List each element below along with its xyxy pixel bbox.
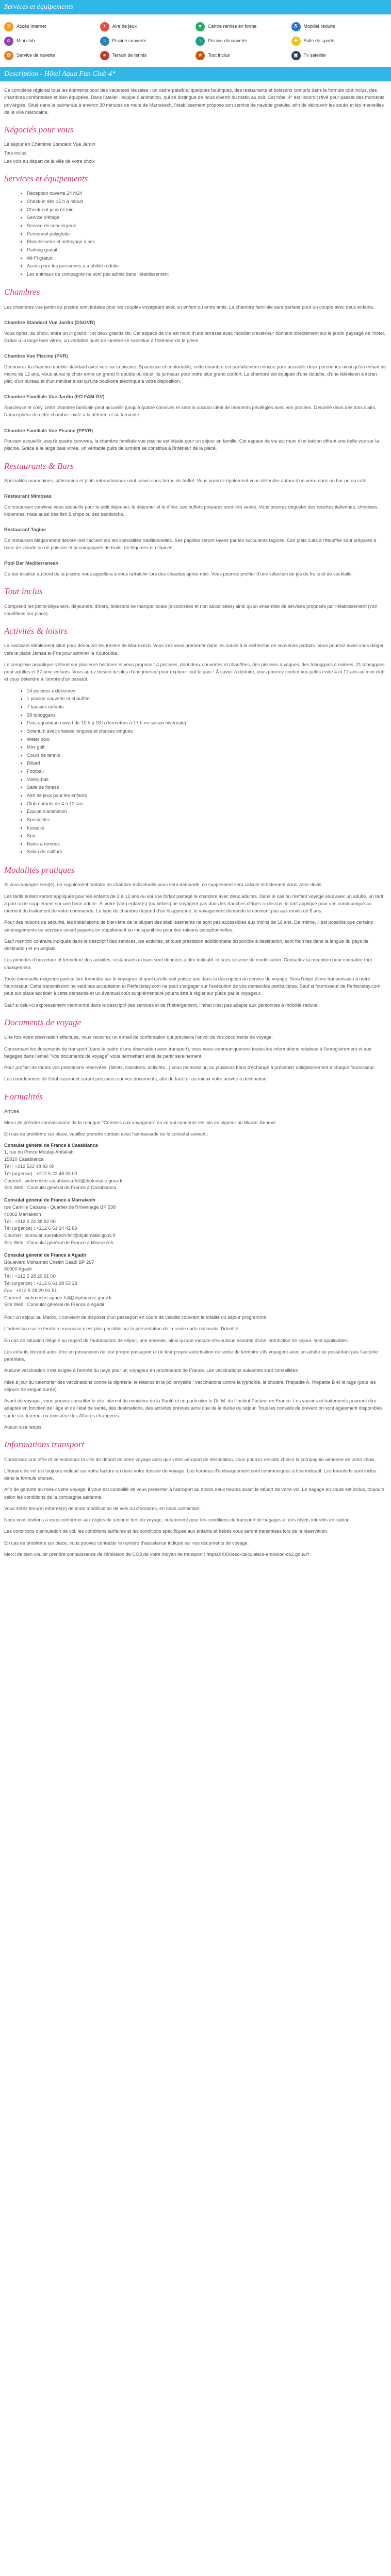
restaurant-name: Restaurant Mimosas [4, 493, 52, 499]
chambre-name: Chambre Vue Piscine (PVR) [4, 353, 68, 359]
service-label: Terrain de tennis [112, 53, 147, 58]
modalite-paragraph: Sauf si celui-ci expressément mentionné dans le descriptif des services et de l'hébergement, l'hôtel n'est pas adapté aux personnes à mobilité réduite. [4, 1002, 319, 1008]
service-item [100, 50, 196, 61]
consulat-line: 15810 Casablanca [4, 1157, 44, 1162]
consulat-line: 40002 Marrakech [4, 1211, 41, 1217]
formalites-subtitle: Arrivee [4, 1108, 20, 1114]
service-item [100, 36, 196, 46]
service-bullet: • Check-in dès 15 h à minuit [27, 198, 387, 206]
formalites-paragraph: Les enfants doivent aussi être en possession de leur propre passeport et de leur propre autorisation de sortie du territoire s'ils voyagent avec un adulte ne possédant pas l'autorité parentale. [4, 1349, 378, 1362]
wifi-icon: ✆ [4, 22, 13, 31]
transport-paragraph: Nous vous invitons à vous conformer aux règles de sécurité lors du voyage, notamment pour les conditions de transport de bagages et des objets interdits en cabine. [4, 1517, 351, 1523]
pool-icon: ≈ [100, 37, 109, 46]
modalite-paragraph: Les tarifs enfant seront appliqués pour les enfants de 2 à 12 ans ou sous le forfait partagé la chambre avec deux adultes. Dans le cas où l'enfant voyage seul avec un adulte, un tarif à part ou le supplément sur une base adulte. Si votre (vos) enfant(s) (ou bébés) ne voyagent pas dans les tranches d'âges ci-dessus, le tarif appliqué pour vos communiqué au moment du traitement de votre commande. Le type de chambre dépend d'un lit approprié, le voyagement demande le convient pas aux moins de 6 ans. [4, 893, 383, 914]
service-label: Mini club [17, 38, 35, 44]
activite-bullet: • Salle de fitness [27, 784, 387, 792]
transport-paragraph: Les conditions d'annulation de vol, les conditions tarifaires et les conditions spécifiques aux enfants et bébés vous seront transmises lors de la réservation. [4, 1529, 329, 1534]
activites-paragraph: Le complexe aquatique s'étend sur plusieurs hectares et vous propose 14 piscines, dont deux couvertes et chauffées, des piscines à vagues, des toboggans à rivières, 21 toboggans pour adultes et 37 pour enfants. Vous aurez besoin de plus d'une journée pour explorer tout le parc ! À savoir à déduire, vous pourrez confier vos petits entre 4 et 12 ans au mini club et vous détendre à l'ombre d'un parasol. [4, 662, 385, 682]
all-inclusive-icon: ★ [196, 51, 205, 60]
document-paragraph: Une fois votre réservation effectuée, vous recevrez un e-mail de confirmation qui précisera l'envoi de vos documents de voyage. [4, 1035, 273, 1040]
transport-paragraph: Choisissez une offre et sélectionnez la ville de départ de votre voyage ainsi que votre aéroport de destination, vous pourrez ensuite choisir la compagnie aérienne de votre choix. [4, 1456, 376, 1462]
consulat-line: Tél : +212 5 28 29 91 00 [4, 1274, 56, 1279]
fitness-icon: ♥ [196, 22, 205, 31]
services-grid [0, 20, 391, 67]
consulat-line: Boulevard Mohamed Cheikh Saadi BP 267 [4, 1259, 94, 1265]
service-bullet: • Accès pour les personnes à mobilité réduite [27, 262, 387, 270]
transport-title: Informations transport [4, 1439, 85, 1450]
activite-bullet: • 7 bassins enfants [27, 703, 387, 711]
formalites-paragraph: Avant de voyager, vous pouvez consulter le site internet du ministère de la Santé et en particulier le Dr. M. de l'Institut Pasteur en France. Les vaccins et traitements pourront être adaptés en fonction de l'âge et de l'état de santé, des destinations, des activités prévues ainsi que de la durée du séjour. Tous les conseils de prévention sont également disponibles sur le site Internet du ministère des Affaires étrangères. [4, 1398, 383, 1418]
modalite-paragraph: Pour des raisons de sécurité, les installations de bien-être de la plupart des établissements ne sont pas accessibles aux moins de 16 ans. De même, il est possible que certains aménagements ou services soient payants en supplément ou indisponibles pour des raisons exceptionnelles. [4, 920, 373, 933]
restaurants-list [4, 493, 387, 578]
negocies-item: Le séjour en Chambre Standard Vue Jardin [4, 142, 95, 147]
consulat-block [4, 1197, 387, 1247]
consulat-block [4, 1142, 387, 1192]
consulat-line: 80000 Agadir [4, 1266, 32, 1272]
documents-title: Documents de voyage [4, 1017, 82, 1027]
service-label: Mobilité réduite [303, 24, 335, 29]
consulat-line: rue Camille Cabana - Quartier de l'Hivernage BP 538 [4, 1205, 116, 1210]
service-bullet: • Les animaux de compagnie ne sont pas admis dans l'établissement [27, 270, 387, 279]
service-bullet: • Parking gratuit [27, 246, 387, 255]
activites-title: Activités & loisirs [4, 626, 68, 636]
service-bullet: • Service d'étage [27, 214, 387, 222]
formalites-paragraph: Merci de prendre connaissance de la rubrique "Conseils aux voyageurs" en ce qui concerne les lois en vigueur au Maroc. Annexe [4, 1120, 276, 1126]
formalites-paragraph: En cas de problème sur place, veuillez prendre contact avec l'ambassade ou le consulat suivant : [4, 1131, 208, 1137]
activite-bullet: • 58 toboggans [27, 711, 387, 720]
consulat-line: Tél : +212 522 48 93 00 [4, 1164, 55, 1170]
service-bullet: • Personnel polyglotte [27, 230, 387, 239]
laundry-icon: ✿ [4, 51, 13, 60]
activite-bullet: • Club enfants de 4 à 12 ans [27, 800, 387, 808]
service-item [196, 36, 291, 46]
activite-bullet: • Volley-ball [27, 776, 387, 784]
toutinclus-text: Comprend les petits-déjeuners, déjeuners, dîners, boissons de marque locale (alcoolisées et non alcoolisées) ainsi qu'un ensemble de services proposés par l'établissement (voir conditions sur place). [4, 603, 378, 616]
consulat-line: Site Web : Consulat général de France à Casablanca [4, 1185, 116, 1191]
service-item [291, 36, 387, 46]
modalite-paragraph: Les périodes d'ouverture et fermeture des activités, restaurants et bars sont données à titre indicatif, et sous réserve de modification. Contactez la réception pour connaître tout changement. [4, 957, 372, 970]
negocies-item: Tout inclus [4, 150, 27, 156]
service-label: Tout inclus [208, 53, 230, 58]
negocies-title: Négociés pour vous [4, 125, 74, 134]
negocies-list [4, 141, 387, 165]
consulat-name: Consulat général de France à Agadir [4, 1252, 87, 1258]
description-banner: Description - Hôtel Aqua Fun Club 4* [0, 67, 391, 81]
kids-club-icon: ☺ [4, 37, 13, 46]
pool-outdoor-icon: ≈ [196, 37, 205, 46]
service-label: Piscine découverte [208, 38, 248, 44]
document-paragraph: Pour profiter de toutes vos prestations réservées, (billets, transferts, activités...) vous recevrez un ou plusieurs bons d'échange à présenter obligatoirement à chaque fournisseur. [4, 1065, 375, 1071]
transport-paragraph: L'horaire de vol est toujours indiqué sur votre facture ou dans votre dossier de voyage. Les horaires d'embarquement sont communiqués à titre indicatif. Les transferts sont inclus dans la formule choisie. [4, 1468, 377, 1481]
activite-bullet: • Spa [27, 832, 387, 840]
transport-paragraph: Afin de garantir au mieux votre voyage, il vous est conseillé de vous présenter à l'aéroport au moins deux heures avant le départ de votre vol. Le bagage en soute est inclus, toujours selon les conditions de la compagnie aérienne. [4, 1487, 385, 1500]
activite-bullet: • Bains à remous [27, 840, 387, 849]
chambre-name: Chambre Familiale Vue Piscine (FPVR) [4, 427, 93, 433]
activite-bullet: • Billard [27, 759, 387, 768]
restaurants-intro: Spécialités marocaines, pâtisseries et plats internationaux sont servis sous forme de buffet. Vous pourrez également vous détendre autour d'un verre dans un bar ou un café. [4, 478, 368, 483]
service-item [196, 50, 291, 61]
chambres-title: Chambres [4, 287, 40, 297]
description-content [0, 87, 391, 1558]
consulat-line: Fax : +212 5 28 29 91 51 [4, 1287, 57, 1293]
service-item [4, 50, 100, 61]
modalites-list [4, 881, 387, 1009]
modalite-paragraph: Sauf mention contraire indiquée dans le descriptif des services, les activités, et toute prestation additionnelle disponible à destination, sont fournies dans la langue du pays de destination et en anglais. [4, 938, 369, 952]
toutinclus-title: Tout inclus [4, 586, 43, 597]
service-label: Salle de sports [303, 38, 335, 44]
formalites-paragraph: Aucun visa requis [4, 1424, 42, 1430]
service-bullet: • Blanchisserie et nettoyage à sec [27, 238, 387, 246]
chambres-intro: Les chambres vue jardin ou piscine sont idéales pour les couples voyageant avec un enfant ou entre amis. La chambre familiale sera parfaite pour un couple avec deux enfants. [4, 304, 374, 310]
activite-bullet: • Karaoké [27, 824, 387, 833]
service-item [4, 22, 100, 32]
consulat-line: Tél (urgence) : +212 6 61 34 42 89 [4, 1226, 77, 1231]
consulat-line: Site Web : Consulat général de France à Marrakech [4, 1240, 113, 1245]
restaurant-text: Ce restaurant élégamment décoré met l'accent sur les spécialités traditionnelles. Ses papilles seront ravies par les succulents tagines. Ces plats cuits à l'étouffée sont préparés à base de viande ou de poisson et accompagnés de fruits, de légumes et d'épices. [4, 537, 377, 551]
service-item [4, 36, 100, 46]
consulat-line: Courriel : consulat.marrakech-fslt@diplomatie.gouv.fr [4, 1233, 116, 1239]
modalites-title: Modalités pratiques [4, 865, 75, 875]
chambre-text: Vous optez, au choix, entre un lit grand lit et deux grands lits. Cet espace de vie est muni d'une terrasse avec mobilier d'extérieur donnant directement sur le jardin paysagé de l'hôtel. Grâce à la large baie vitrée, un véritable puits de lumière se constitue à l'intérieur de la pièce. [4, 330, 385, 343]
service-item [100, 22, 196, 32]
tv-icon: ▣ [291, 51, 301, 60]
plane-icon: ✈ [100, 22, 109, 31]
service-item [291, 22, 387, 32]
formalites-paragraph: En cas de situation illégale au regard de l'autorisation de séjour, une amende, ainsi qu'une mesure d'expulsion assortie d'une interdiction de séjour, sont applicables. [4, 1337, 349, 1343]
activite-bullet: • Solarium avec chaises longues et chaises longues [27, 727, 387, 736]
activite-bullet: • Équipe d'animation [27, 808, 387, 816]
formalites-title: Formalités [4, 1091, 43, 1101]
restaurant-text: Ce restaurant convivial vous accueille pour le petit déjeuner, le déjeuner et le dîner, ses buffets préparés sont très variés. Vous pourrez déguster des recettes italiennes, chinoises, indiennes, mais aussi des fish & chips ou des sandwichs. [4, 504, 379, 517]
activite-bullet: • Spectacles [27, 816, 387, 824]
consulat-line: Courriel : webmestre.casablanca-fslt@diplomatie.gouv.fr [4, 1178, 123, 1183]
service-bullet: • Check-out jusqu'à midi [27, 206, 387, 214]
service-bullet: • Wi-Fi gratuit [27, 255, 387, 263]
documents-list [4, 1033, 387, 1082]
service-label: Accès Internet [17, 24, 46, 29]
service-item [291, 50, 387, 61]
transport-paragraph: Merci de bien vouloir prendre connaissance de l'émission de CO2 de votre moyen de transport : https/XXXX/eco-calculateur-emission-co2.gouv.fr [4, 1551, 309, 1557]
services-list [4, 190, 387, 278]
intro-text: Ce complexe régional tous les éléments pour des vacances réussies : un cadre paisible, quelques boutiques, des restaurants et boissons compris dans la formule tout inclus, des chambres confortables et bien équipées. Dans l'atelier l'équipe d'animation, qui se distingue de nous divertir du matin au soir. Cet hôtel 4* est l'endroit rêvé pour passer des moments privilégiés. Situé dans la palmeraie à environ 30 minutes de route de Marrakech, l'établissement propose son service de navette gratuite, afin de découvrir les souks et les merveilles de la ville marocaine. [4, 88, 385, 115]
service-label: Tv satellite [303, 53, 326, 58]
services-equip-title: Services et équipements [4, 174, 88, 184]
activites-paragraph: La ravissant idéalement situé pour découvrir les trésors de Marrakech. Vous irez vous promener dans les souks à la recherche de souvenirs parfaits. Vous pourrez aussi vous diriger vers le place Jemaa el-Fna pour admirer la Koutoubia. [4, 643, 384, 656]
services-banner: Services et équipements [0, 0, 391, 14]
activite-bullet: • Football [27, 768, 387, 776]
consulat-line: Tél (urgence) : +212 6 61 38 53 28 [4, 1280, 77, 1286]
service-label: Centre remise en forme [208, 24, 257, 29]
activite-bullet: • Water polo [27, 736, 387, 744]
service-label: Service de navette [17, 53, 55, 58]
consulat-line: Tél (urgence) : +212 5 22 48 93 00 [4, 1171, 77, 1176]
consulat-name: Consulat général de France à Marrakech [4, 1197, 95, 1203]
activite-bullet: • Salon de coiffure [27, 848, 387, 856]
service-label: Aire de jeux [112, 24, 137, 29]
activites-list [4, 687, 387, 856]
chambres-list [4, 319, 387, 452]
activite-bullet: • 14 piscines extérieures [27, 687, 387, 696]
consulat-line: 1, rue du Prince Moulay Abdallah [4, 1149, 74, 1155]
document-paragraph: Les coordonnées de l'établissement seront précisées sur vos documents, afin de faciliter au mieux votre arrivée à destination. [4, 1076, 268, 1082]
consulat-line: Site Web : Consulat général de France à Agadir [4, 1302, 105, 1308]
consulat-line: Courriel : webmestre.agadir-fslt@diplomatie.gouv.fr [4, 1295, 112, 1300]
restaurant-name: Restaurant Tagine [4, 527, 46, 533]
consulat-name: Consulat général de France à Casablanca [4, 1142, 98, 1148]
chambre-name: Chambre Standard Vue Jardin (DSGVR) [4, 319, 95, 326]
restaurant-name: Pool Bar Mediterranean [4, 560, 59, 566]
consulat-block [4, 1252, 387, 1309]
service-item [196, 22, 291, 32]
formalites-paragraph: mise à jour du calendrier des vaccinations contre la diphtérie, le tétanos et la poliomyélite ; vaccinations contre la typhoïde, le choléra, l'hépatite A, l'hépatite B et la rage (pour les séjours de longue durée). [4, 1379, 376, 1392]
chambre-text: Pouvant accueillir jusqu'à quatre convives, la chambre familiale vue piscine est idéale pour un séjour en famille. Cet espace de vie est muni d'un balcon offrant une belle vue sur la piscine. Grâce à la large baie vitrée, un véritable puits de lumière se constitue à l'intérieur de la pièce. [4, 438, 379, 451]
service-bullet: • Service de conciergerie [27, 222, 387, 230]
formalites-paragraph: L'admission sur le territoire marocain n'est plus possible sur la présentation de la seule carte nationale d'identité. [4, 1326, 240, 1332]
chambre-name: Chambre Familiale Vue Jardin (FO FAM-GV) [4, 394, 105, 400]
document-paragraph: Concernant les documents de transport (dans le cadre d'une réservation avec transport), vous vous communiquerons toutes les informations relatives à l'enregistrement et aux bagages dans l'email "Vos documents de voyage" vous permettant ainsi de partir sereinement. [4, 1046, 371, 1059]
modalite-paragraph: Toute éventuelle exigence particulière formulée par le voyageur et quel qu'elle soit puisse pas dans la description du service de voyage, Sera l'objet d'une transmission à notre fournisseur. Cette transmission ne vaut pas acceptation et Perfectstay.com ne peut s'engager sur l'exécution de vos demandes particulières. Sauf si fournisseur de Perfectstay.com peut sur place accéder à cette demande et un éventuel coût supplémentaire pourra être à régler sur place par le voyageur. [4, 976, 381, 996]
transport-list [4, 1456, 387, 1558]
service-label: Piscine couverte [112, 38, 146, 44]
restaurant-text: Ce bar localisé au bord de la piscine vous appellera à vous rafraîchir lors des chaudes après-midi. Vous pourrez profiter d'une sélection de jus de fruits et de cocktails. [4, 571, 353, 577]
consulats-list [4, 1142, 387, 1309]
activite-bullet: • Cours de tennis [27, 752, 387, 760]
activite-bullet: • Parc aquatique ouvert de 10 h à 18 h (fermeture à 17 h en saison hivernale) [27, 719, 387, 727]
formalites-paragraph: Aucune vaccination n'est exigée à l'entrée du pays pour un voyageur en provenance de France. Les vaccinations suivantes sont conseillées : [4, 1368, 301, 1374]
activite-bullet: • 1 piscine couverte et chauffée [27, 695, 387, 703]
restaurants-title: Restaurants & Bars [4, 461, 74, 471]
gym-icon: ✚ [291, 37, 301, 46]
activite-bullet: • Mini golf [27, 743, 387, 752]
wheelchair-icon: ♿ [291, 22, 301, 31]
service-bullet: • Réception ouverte 24 h/24 [27, 190, 387, 198]
chambre-text: Découvrez la chambre double standard avec vue sur la piscine. Spacieuse et confortable, cette chambre est parfaitement conçue pour accueillir deux personnes ainsi qu'un enfant de moins de 12 ans. Vous aurez le choix entre un grand lit double ou deux lits jumeaux pour votre plus grand confort. La chambre est équipée d'une douche, d'une télévision à écran plat, d'un bureau et d'un minibar ainsi qu'une bouilloire électrique à votre disposition. [4, 364, 386, 384]
transport-paragraph: En cas de problème sur place, vous pouvez contacter le numéro d'assistance indiqué sur vos documents de voyage. [4, 1540, 249, 1546]
activite-bullet: • Aire de jeux pour les enfants [27, 792, 387, 800]
modalite-paragraph: Si vous voyagez seul(e), un supplément tarifaire en chambre individuelle vous sera demandé, ce supplément sera calculé directement dans votre devis. [4, 882, 323, 888]
formalites-paragraph: Pour un séjour au Maroc, il convient de disposer d'un passeport en cours de validité couvrant la totalité du séjour programmé. [4, 1315, 268, 1320]
consulat-line: Tél : +212 5 24 38 82 00 [4, 1218, 56, 1224]
tennis-icon: ● [100, 51, 109, 60]
chambre-text: Spacieuse et cosy, cette chambre familiale peut accueillir jusqu'à quatre convives et sera le cocoon idéal de moments privilégiés avec vos proches. Décorée dans des tons clairs, l'atmosphère de cette chambre invite à la détente et au farniente. [4, 405, 377, 418]
transport-paragraph: Vous serez tenu(e) informé(e) de toute modification de vols ou d'horaires, en nous contactant. [4, 1505, 201, 1511]
negocies-item: Les vols au départ de la ville de votre choix [4, 158, 95, 164]
